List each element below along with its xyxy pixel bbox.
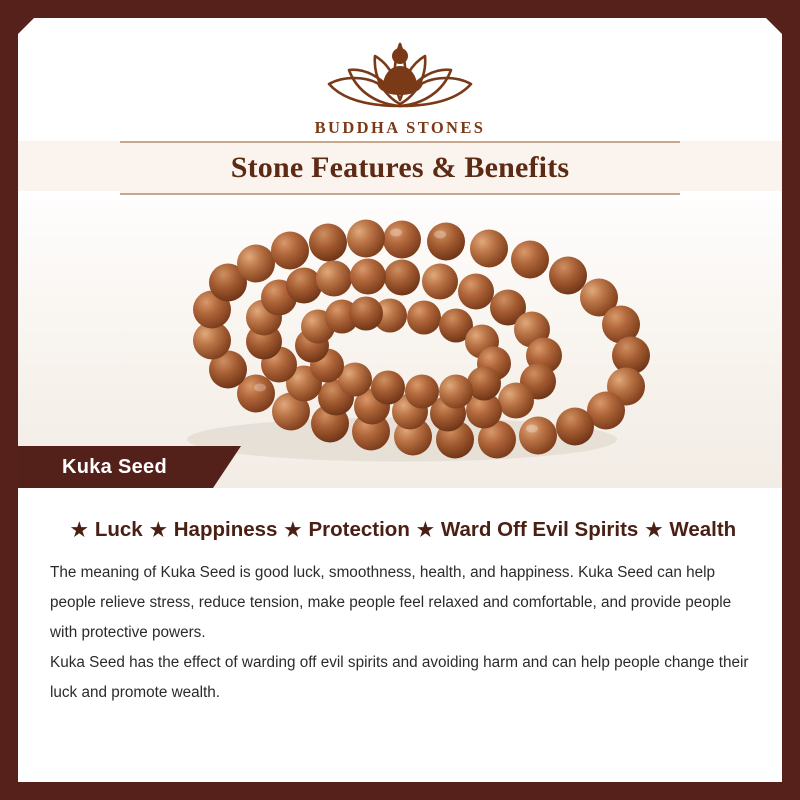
benefit-label: Happiness [173, 518, 278, 541]
product-label-tab [18, 446, 213, 488]
benefit-label: Wealth [669, 518, 737, 541]
benefit-label: Protection [308, 518, 410, 541]
benefit-label: Luck [94, 518, 143, 541]
product-label: Kuka Seed [62, 455, 167, 478]
brand-logo [0, 22, 800, 138]
benefit-item [410, 518, 638, 542]
lotus-meditation-icon [305, 22, 495, 114]
description-section [18, 488, 782, 782]
benefit-item [277, 518, 409, 542]
benefit-item [64, 518, 143, 542]
benefit-item [143, 518, 278, 542]
benefit-label: Ward Off Evil Spirits [440, 518, 639, 541]
benefits-list [44, 518, 756, 542]
mala-beads-illustration [140, 208, 660, 483]
star-icon: ★ [149, 519, 167, 541]
frame-border-bottom [0, 782, 800, 800]
page-title-banner [120, 141, 680, 195]
star-icon: ★ [70, 519, 88, 541]
product-label-tab-slant [213, 446, 241, 488]
page-title: Stone Features & Benefits [230, 151, 570, 184]
star-icon: ★ [645, 519, 663, 541]
frame-border-top [0, 0, 800, 18]
star-icon: ★ [416, 519, 434, 541]
description-paragraph-1: The meaning of Kuka Seed is good luck, smoothness, health, and happiness. Kuka Seed can help people relieve stress, reduce tension, make people feel relaxed and comfortable, and provide people with protective powers. [50, 564, 732, 641]
brand-name: BUDDHA STONES [314, 118, 486, 137]
benefit-item [638, 518, 736, 542]
beads-svg [140, 208, 660, 478]
star-icon: ★ [284, 519, 302, 541]
description-paragraph-2: Kuka Seed has the effect of warding off evil spirits and avoiding harm and can help people change their luck and promote wealth. [50, 654, 749, 701]
